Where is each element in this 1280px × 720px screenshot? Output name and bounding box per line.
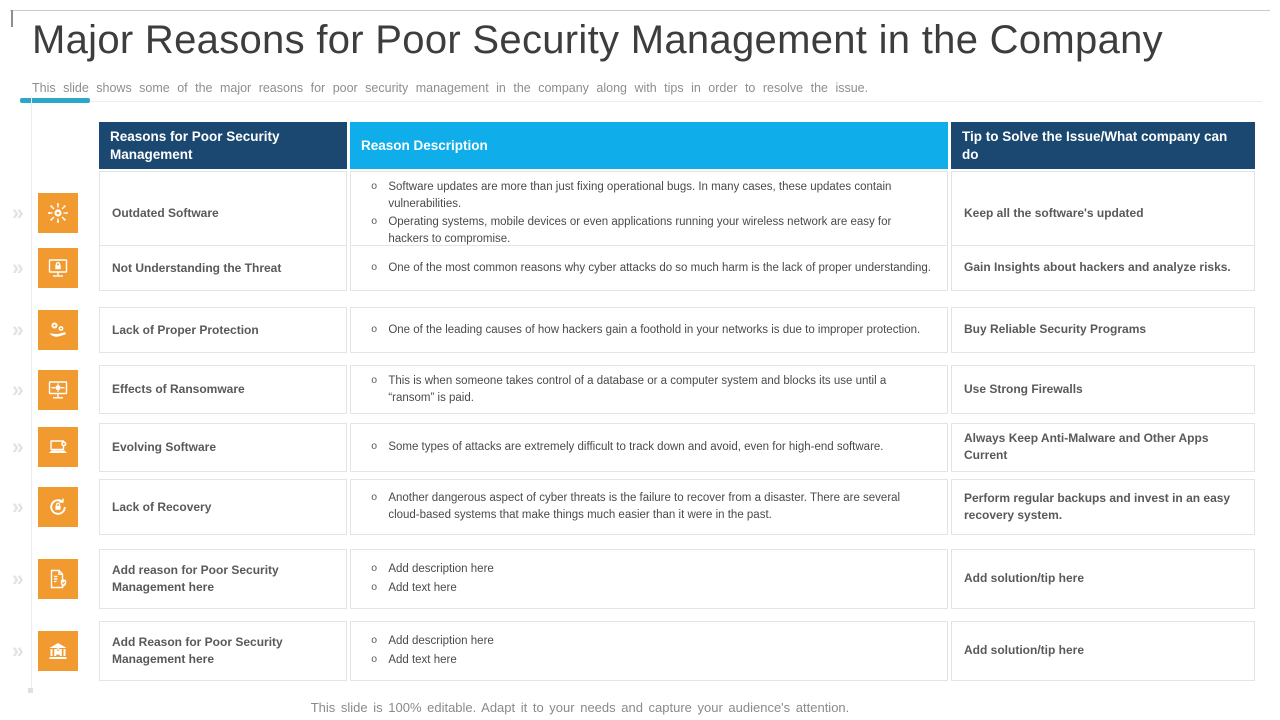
tip-cell bbox=[951, 479, 1255, 535]
tip-cell bbox=[951, 307, 1255, 353]
tip-label: Buy Reliable Security Programs bbox=[964, 322, 1147, 337]
table-row bbox=[12, 621, 1258, 681]
reason-label: Effects of Ransomware bbox=[112, 382, 245, 397]
description-bullet: o One of the most common reasons why cyber attacks do so much harm is the lack of proper understanding. bbox=[365, 260, 933, 277]
table-header-row bbox=[38, 122, 1258, 166]
reason-cell[interactable] bbox=[99, 621, 347, 681]
reason-cell bbox=[99, 307, 347, 353]
reason-placeholder[interactable]: Add reason for Poor Security Management here bbox=[112, 563, 279, 594]
laptop-gear-icon bbox=[38, 427, 78, 467]
reason-placeholder[interactable]: Add Reason for Poor Security Management here bbox=[112, 635, 283, 666]
rail-chevron-icon: » bbox=[12, 201, 24, 225]
description-cell bbox=[350, 479, 948, 535]
tip-cell[interactable] bbox=[951, 549, 1255, 609]
hand-gears-icon bbox=[38, 310, 78, 350]
description-bullet[interactable]: o Add text here bbox=[365, 580, 933, 597]
reason-label: Lack of Recovery bbox=[112, 499, 212, 514]
header-description: Reason Description bbox=[350, 122, 948, 169]
description-bullet[interactable]: o Add description here bbox=[365, 633, 933, 650]
header-tip: Tip to Solve the Issue/What company can do bbox=[951, 122, 1255, 169]
rail-chevron-icon: » bbox=[12, 435, 24, 459]
description-cell bbox=[350, 245, 948, 291]
description-cell[interactable] bbox=[350, 621, 948, 681]
tip-label: Always Keep Anti-Malware and Other Apps Current bbox=[964, 431, 1209, 463]
description-cell bbox=[350, 423, 948, 472]
reason-cell bbox=[99, 423, 347, 472]
description-bullet: o One of the leading causes of how hackers gain a foothold in your networks is due to improper protection. bbox=[365, 322, 933, 339]
reason-label: Lack of Proper Protection bbox=[112, 322, 259, 337]
tip-label: Perform regular backups and invest in an easy recovery system. bbox=[964, 490, 1231, 522]
description-bullet: o Software updates are more than just fixing operational bugs. In many cases, these updates contain vulnerabilities. bbox=[365, 179, 933, 212]
tip-cell[interactable] bbox=[951, 621, 1255, 681]
rail-chevron-icon: » bbox=[12, 318, 24, 342]
tip-label: Gain Insights about hackers and analyze risks. bbox=[964, 260, 1231, 275]
row-icon-cell bbox=[12, 549, 96, 609]
reason-cell bbox=[99, 171, 347, 256]
reason-cell bbox=[99, 479, 347, 535]
tip-placeholder[interactable]: Add solution/tip here bbox=[964, 643, 1084, 658]
rail-chevron-icon: » bbox=[12, 378, 24, 402]
tip-placeholder[interactable]: Add solution/tip here bbox=[964, 571, 1084, 586]
table-row bbox=[12, 307, 1258, 353]
rail-chevron-icon: » bbox=[12, 639, 24, 663]
table-row bbox=[12, 479, 1258, 535]
gear-network-icon bbox=[38, 193, 78, 233]
row-icon-cell bbox=[12, 171, 96, 256]
row-icon-cell bbox=[12, 621, 96, 681]
reason-label: Not Understanding the Threat bbox=[112, 260, 282, 275]
description-bullet[interactable]: o Add description here bbox=[365, 561, 933, 578]
tip-cell bbox=[951, 365, 1255, 414]
reason-label: Outdated Software bbox=[112, 205, 219, 220]
reason-cell bbox=[99, 365, 347, 414]
reasons-table bbox=[12, 122, 1258, 681]
tip-cell bbox=[951, 423, 1255, 472]
bank-lock-icon bbox=[38, 631, 78, 671]
tip-cell bbox=[951, 171, 1255, 256]
recovery-lock-icon bbox=[38, 487, 78, 527]
row-icon-cell bbox=[12, 245, 96, 291]
tip-cell bbox=[951, 245, 1255, 291]
row-icon-cell bbox=[12, 479, 96, 535]
icon-rail-line bbox=[31, 96, 32, 688]
description-bullet[interactable]: o Add text here bbox=[365, 652, 933, 669]
description-cell bbox=[350, 307, 948, 353]
tip-label: Use Strong Firewalls bbox=[964, 381, 1083, 396]
slide-subtitle: This slide shows some of the major reasons for poor security management in the company along with tips in order to resolve the issue. bbox=[32, 81, 869, 95]
table-row bbox=[12, 245, 1258, 291]
table-row bbox=[12, 423, 1258, 465]
subtitle-divider bbox=[20, 101, 1262, 102]
header-spacer bbox=[38, 122, 96, 169]
header-reasons: Reasons for Poor Security Management bbox=[99, 122, 347, 169]
rail-chevron-icon: » bbox=[12, 567, 24, 591]
tip-label: Keep all the software's updated bbox=[964, 205, 1144, 220]
page-title: Major Reasons for Poor Security Management in the Company bbox=[32, 18, 1163, 62]
description-bullet: o This is when someone takes control of a database or a computer system and blocks its use until a “ransom” is paid. bbox=[365, 373, 933, 406]
description-cell bbox=[350, 365, 948, 414]
title-left-tick bbox=[11, 10, 13, 27]
monitor-circuit-lock-icon bbox=[38, 370, 78, 410]
description-bullet: o Some types of attacks are extremely difficult to track down and avoid, even for high-end software. bbox=[365, 439, 933, 456]
row-icon-cell bbox=[12, 423, 96, 472]
description-cell bbox=[350, 171, 948, 256]
reason-label: Evolving Software bbox=[112, 439, 217, 454]
rail-chevron-icon: » bbox=[12, 256, 24, 280]
table-row bbox=[12, 549, 1258, 609]
document-shield-icon bbox=[38, 559, 78, 599]
slide-top-border bbox=[10, 10, 1270, 11]
table-row bbox=[12, 171, 1258, 246]
row-icon-cell bbox=[12, 365, 96, 414]
description-bullet: o Another dangerous aspect of cyber threats is the failure to recover from a disaster. There are several cloud-based systems that make things much easier than it were in the past. bbox=[365, 490, 933, 523]
row-icon-cell bbox=[12, 307, 96, 353]
rail-chevron-icon: » bbox=[12, 495, 24, 519]
editable-note: This slide is 100% editable. Adapt it to your needs and capture your audience's attention. bbox=[310, 700, 850, 715]
reason-cell[interactable] bbox=[99, 549, 347, 609]
reason-cell bbox=[99, 245, 347, 291]
monitor-lock-icon bbox=[38, 248, 78, 288]
table-row bbox=[12, 365, 1258, 411]
rail-end-dot bbox=[28, 688, 33, 693]
description-cell[interactable] bbox=[350, 549, 948, 609]
description-bullet: o Operating systems, mobile devices or even applications running your wireless network are easy for hackers to compromise. bbox=[365, 214, 933, 247]
